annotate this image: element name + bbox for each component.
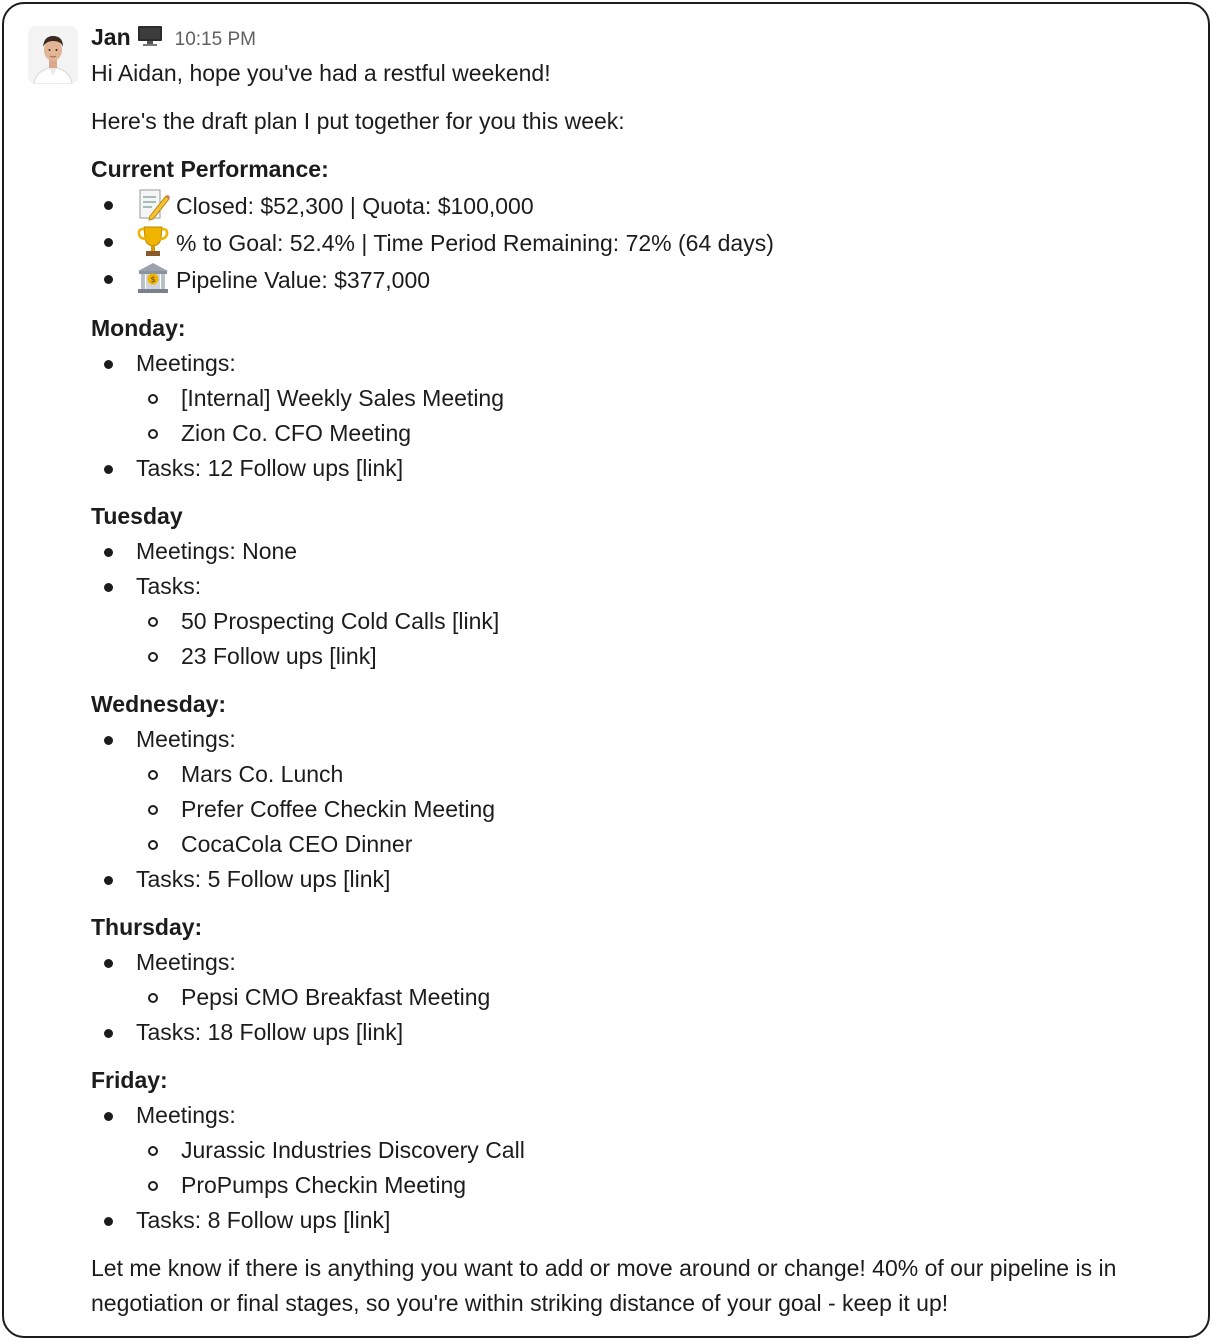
avatar[interactable] <box>28 26 78 84</box>
friday-meetings-list <box>136 1133 1181 1203</box>
thursday-heading: Thursday: <box>91 914 203 940</box>
list-item <box>91 945 1181 1015</box>
list-item: Zion Co. CFO Meeting <box>136 416 1181 451</box>
memo-icon <box>136 187 170 221</box>
thursday-list <box>91 945 1181 1050</box>
friday-heading: Friday: <box>91 1067 168 1093</box>
friday-meetings-label: Meetings: <box>136 1102 236 1128</box>
monday-list <box>91 346 1181 486</box>
list-item: Pepsi CMO Breakfast Meeting <box>136 980 1181 1015</box>
trophy-icon <box>136 224 170 258</box>
sender-name[interactable]: Jan <box>91 24 131 50</box>
closing-line-2: negotiation or final stages, so you're within striking distance of your goal - keep it up! <box>91 1290 949 1316</box>
list-item: Mars Co. Lunch <box>136 757 1181 792</box>
thursday-meetings-label: Meetings: <box>136 949 236 975</box>
chat-message <box>4 4 1212 1340</box>
list-item: [Internal] Weekly Sales Meeting <box>136 381 1181 416</box>
list-item <box>91 346 1181 451</box>
list-item <box>91 569 1181 674</box>
svg-text:$: $ <box>150 275 156 284</box>
message-timestamp[interactable]: 10:15 PM <box>174 29 256 50</box>
list-item: 23 Follow ups [link] <box>136 639 1181 674</box>
list-item: Tasks: 12 Follow ups [link] <box>91 451 1181 486</box>
wednesday-meetings-label: Meetings: <box>136 726 236 752</box>
list-item: 50 Prospecting Cold Calls [link] <box>136 604 1181 639</box>
intro-text: Here's the draft plan I put together for you this week: <box>91 108 625 134</box>
tuesday-heading: Tuesday <box>91 503 183 529</box>
list-item <box>91 722 1181 862</box>
message-card <box>2 2 1210 1338</box>
closing-line-1: Let me know if there is anything you want to add or move around or change! 40% of our pipeline is in <box>91 1255 1117 1281</box>
message-header <box>91 20 1181 56</box>
greeting-text: Hi Aidan, hope you've had a restful weekend! <box>91 60 551 86</box>
bank-icon <box>136 261 170 295</box>
performance-goal-text: % to Goal: 52.4% | Time Period Remaining: 72% (64 days) <box>176 230 774 256</box>
list-item: ProPumps Checkin Meeting <box>136 1168 1181 1203</box>
wednesday-meetings-list <box>136 757 1181 862</box>
wednesday-list <box>91 722 1181 897</box>
list-item <box>91 187 1181 224</box>
list-item: CocaCola CEO Dinner <box>136 827 1181 862</box>
closing-text <box>91 1251 1181 1321</box>
monday-meetings-list <box>136 381 1181 451</box>
list-item: Jurassic Industries Discovery Call <box>136 1133 1181 1168</box>
list-item <box>91 224 1181 261</box>
friday-list <box>91 1098 1181 1238</box>
list-item <box>91 261 1181 298</box>
computer-monitor-icon <box>137 22 163 44</box>
performance-pipeline-text: Pipeline Value: $377,000 <box>176 267 431 293</box>
monday-meetings-label: Meetings: <box>136 350 236 376</box>
list-item: Tasks: 8 Follow ups [link] <box>91 1203 1181 1238</box>
performance-list <box>91 187 1181 298</box>
list-item: Prefer Coffee Checkin Meeting <box>136 792 1181 827</box>
list-item: Tasks: 18 Follow ups [link] <box>91 1015 1181 1050</box>
tuesday-list <box>91 534 1181 674</box>
performance-closed-text: Closed: $52,300 | Quota: $100,000 <box>176 193 534 219</box>
thursday-meetings-list <box>136 980 1181 1015</box>
list-item <box>91 1098 1181 1203</box>
performance-heading: Current Performance: <box>91 156 329 182</box>
monday-heading: Monday: <box>91 315 186 341</box>
wednesday-heading: Wednesday: <box>91 691 227 717</box>
list-item: Tasks: 5 Follow ups [link] <box>91 862 1181 897</box>
tuesday-tasks-label: Tasks: <box>136 573 202 599</box>
list-item: Meetings: None <box>91 534 1181 569</box>
message-body <box>91 20 1181 1321</box>
tuesday-tasks-list <box>136 604 1181 674</box>
